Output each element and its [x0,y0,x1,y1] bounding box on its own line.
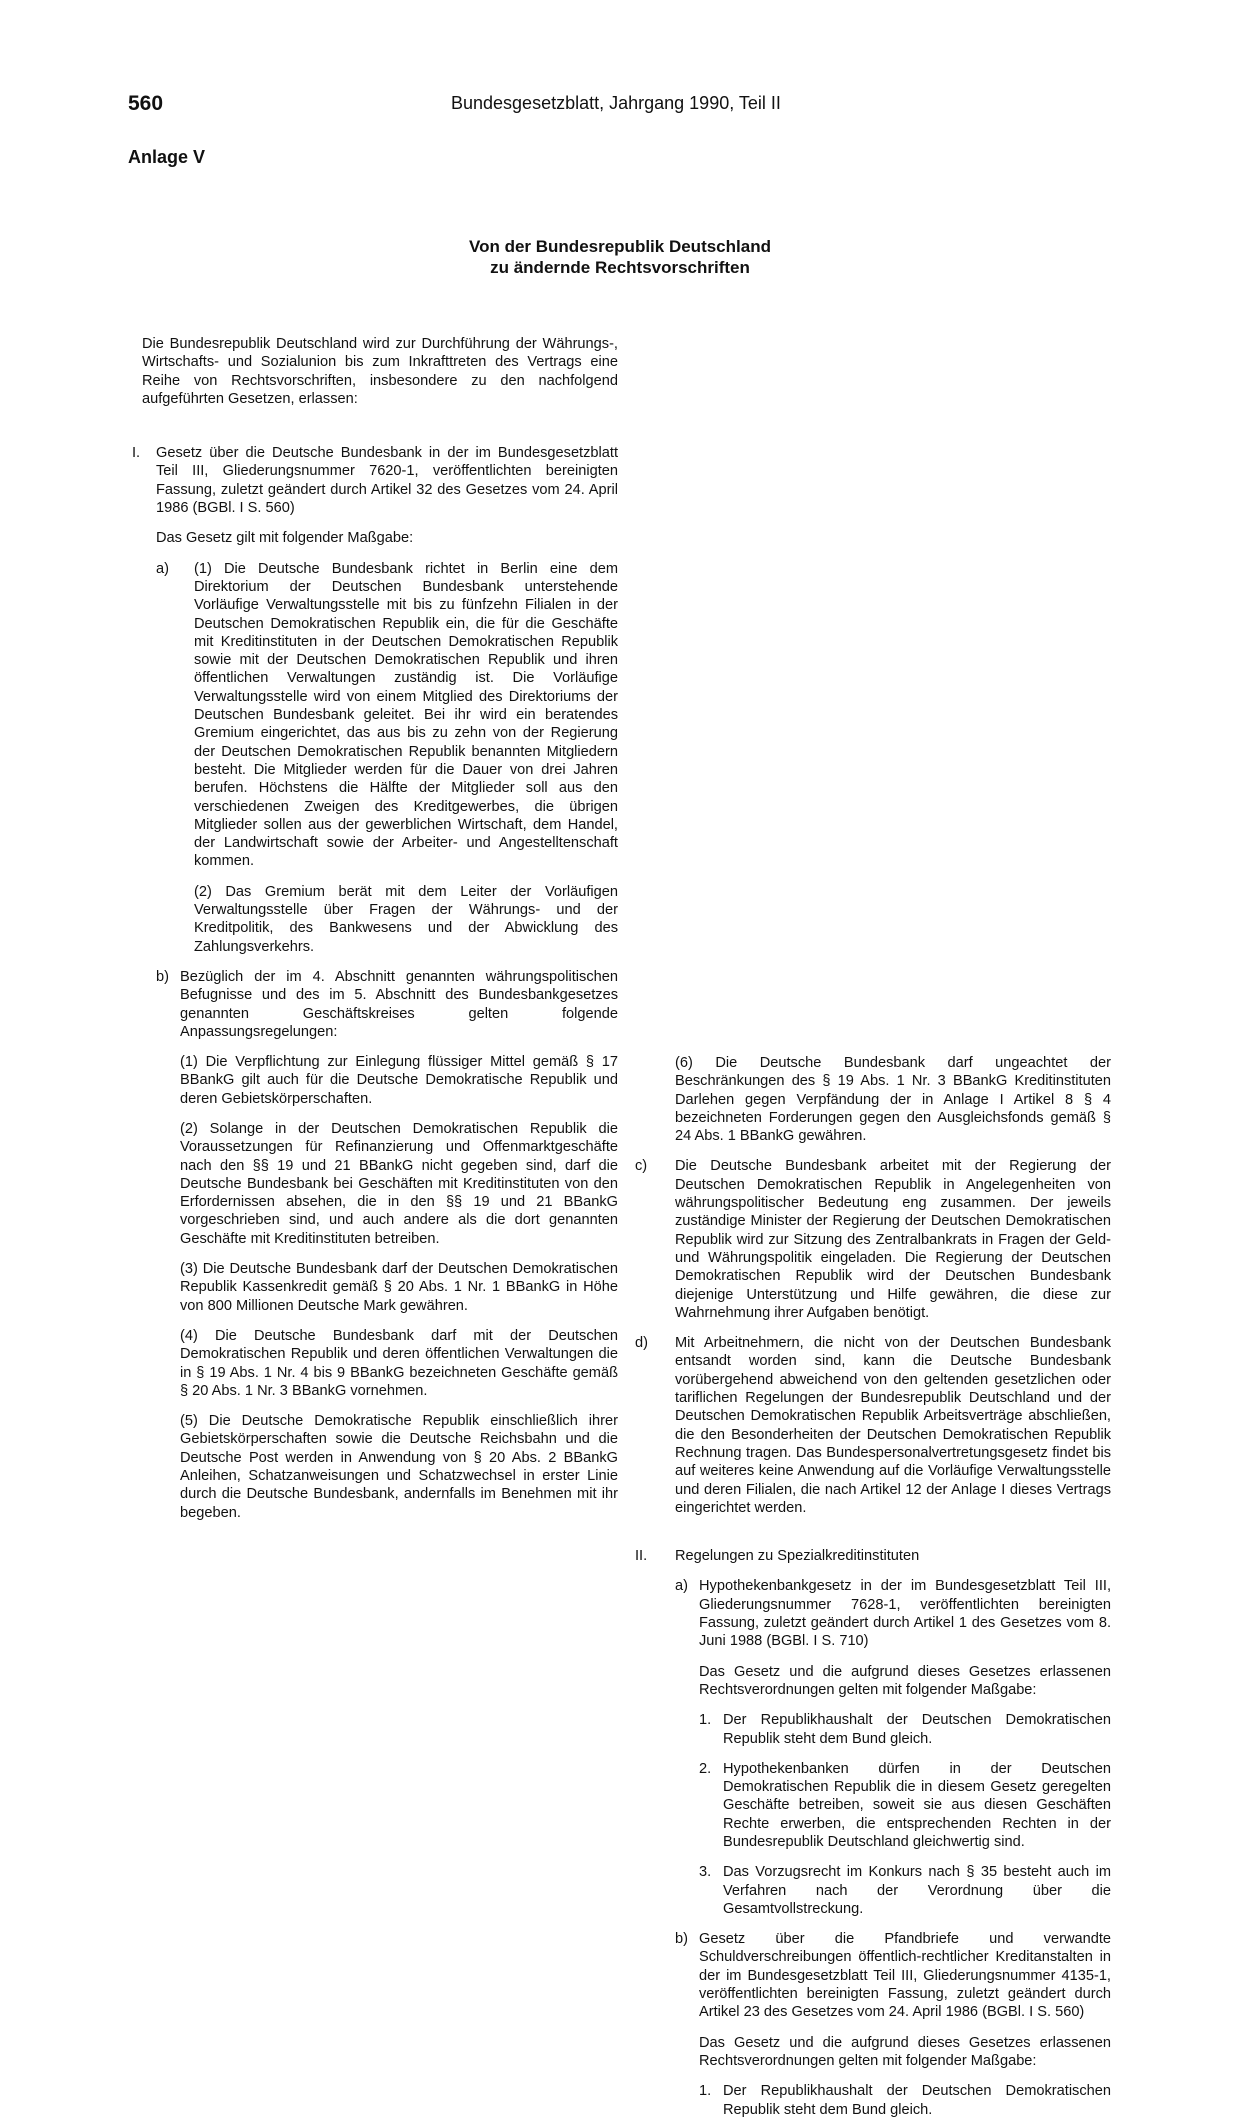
item-c-marker: c) [635,1158,648,1175]
s2-a-list-item-2 [699,1760,1111,1851]
section-1-title: Gesetz über die Deutsche Bundesbank in der im Bundesgesetzblatt Teil III, Gliederungsnummer 7620-1, veröffentlichten bereinigten Fassung, zuletzt geändert durch Artikel 32 des Gesetzes vom 24. April 1986 (BGBl. I S. 560) [156,445,618,517]
s2-item-b-title: Gesetz über die Pfandbriefe und verwandte Schuldverschreibungen öffentlich-rechtlicher Kreditanstalten in der im Bundesgesetzblatt Teil III, Gliederungsnummer 4135-1, veröffentlichten bereinigten Fassung, zuletzt geändert durch Artikel 23 des Gesetzes vom 24. April 1986 (BGBl. I S. 560) [699,1931,1111,2021]
list-number: 1. [699,1712,712,1729]
left-column [132,335,618,1522]
s2-item-a-title: Hypothekenbankgesetz in der im Bundesgesetzblatt Teil III, Gliederungsnummer 7628-1, veröffentlichten bereinigten Fassung, zuletzt geändert durch Artikel 1 des Gesetzes vom 8. Juni 1988 (BGBl. I S. 710) [699,1578,1111,1650]
item-a-para-2: (2) Das Gremium berät mit dem Leiter der Vorläufigen Verwaltungsstelle über Fragen der Währungs- und der Kreditpolitik, des Bankwesens und der Abwicklung des Zahlungsverkehrs. [194,883,618,955]
item-b-para-3: (3) Die Deutsche Bundesbank darf der Deutschen Demokratischen Republik Kassenkredit gemäß § 20 Abs. 1 Nr. 1 BBankG in Höhe von 800 Millionen Deutsche Mark gewähren. [180,1261,618,1314]
item-d-marker: d) [635,1335,648,1352]
list-number: 3. [699,1864,712,1881]
section-2 [635,1547,1111,2119]
item-b-para-5: (5) Die Deutsche Demokratische Republik einschließlich ihrer Gebietskörperschaften sowie die Deutsche Reichsbahn und die Deutsche Post werden in Anwendung von § 20 Abs. 2 BBankG Anleihen, Schatzanweisungen und Schatzwechsel in erster Linie durch die Deutsche Bundesbank, andernfalls im Benehmen mit ihr begeben. [180,1413,618,1521]
section-1-item-a [156,560,618,956]
section-1-marker: I. [132,445,141,462]
list-text: Der Republikhaushalt der Deutschen Demokratischen Republik steht dem Bund gleich. [723,1712,1111,1747]
section-2-item-b [675,1930,1111,2119]
document-title [320,236,920,278]
item-b-para-2: (2) Solange in der Deutschen Demokratischen Republik die Voraussetzungen für Refinanzierung und Offenmarktgeschäfte nach den §§ 19 und 21 BBankG nicht gegeben sind, darf die Deutsche Bundesbank bei Geschäften mit Kreditinstituten von den Erfordernissen absehen, die in den §§ 19 und 21 BBankG vorgeschrieben sind, und auch andere als die dort genannten Geschäfte mit Kreditinstituten betreiben. [180,1120,618,1247]
intro-paragraph: Die Bundesrepublik Deutschland wird zur Durchführung der Währungs-, Wirtschafts- und Sozialunion bis zum Inkrafttreten des Vertrags eine Reihe von Rechtsvorschriften, insbesondere zu den nachfolgend aufgeführten Gesetzen, erlassen: [142,336,618,407]
section-1 [132,444,618,1522]
title-line-1: Von der Bundesrepublik Deutschland [469,237,771,256]
s2-item-b-provision: Das Gesetz und die aufgrund dieses Gesetzes erlassenen Rechtsverordnungen gelten mit folgender Maßgabe: [699,2034,1111,2069]
item-a-para-1: (1) Die Deutsche Bundesbank richtet in Berlin eine dem Direktorium der Deutschen Bundesbank unterstehende Vorläufige Verwaltungsstelle mit bis zu fünfzehn Filialen in der Deutschen Demokratischen Republik ein, die für die Geschäfte mit Kreditinstituten in der Deutschen Demokratischen Republik sowie mit der Deutschen Demokratischen Republik und ihren öffentlichen Verwaltungen zuständig ist. Die Vorläufige Verwaltungsstelle wird von einem Mitglied des Direktoriums der Deutschen Bundesbank geleitet. Bei ihr wird ein beratendes Gremium eingerichtet, das aus bis zu zehn von der Regierung der Deutschen Demokratischen Republik benannten Mitgliedern besteht. Die Mitglieder werden für die Dauer von drei Jahren berufen. Höchstens die Hälfte der Mitglieder soll aus den verschiedenen Zweigen des Kreditgewerbes, die übrigen Mitglieder sollen aus der gewerblichen Wirtschaft, dem Handel, der Landwirtschaft sowie der Arbeiter- und Angestelltenschaft kommen. [194,560,618,870]
s2-item-b-marker: b) [675,1931,688,1948]
item-b-para-4: (4) Die Deutsche Bundesbank darf mit der Deutschen Demokratischen Republik und deren öffentlichen Verwaltungen die in § 19 Abs. 1 Nr. 4 bis 9 BBankG bezeichneten Geschäfte gemäß § 20 Abs. 1 Nr. 3 BBankG vornehmen. [180,1327,618,1399]
item-b-intro: Bezüglich der im 4. Abschnitt genannten währungspolitischen Befugnisse und des im 5. Abschnitt des Bundesbankgesetzes genannten Geschäftskreises gelten folgende Anpassungsregelungen: [180,968,618,1040]
annex-label: Anlage V [128,147,206,167]
list-text: Das Vorzugsrecht im Konkurs nach § 35 besteht auch im Verfahren nach der Verordnung über die Gesamtvollstreckung. [723,1864,1111,1917]
item-d-text: Mit Arbeitnehmern, die nicht von der Deutschen Bundesbank entsandt worden sind, kann die Deutsche Bundesbank vorübergehend abweichend von den geltenden gesetzlichen oder tariflichen Regelungen der Bundesrepublik Deutschland und der Deutschen Demokratischen Republik Arbeitsverträge abschließen, die den Besonderheiten der Deutschen Demokratischen Republik Rechnung tragen. Das Bundespersonalvertretungsgesetz findet bis auf weiteres keine Anwendung auf die Vorläufige Verwaltungsstelle und deren Filialen, die nach Artikel 12 der Anlage I dieses Vertrags eingerichtet werden. [675,1335,1111,1516]
section-1-provision: Das Gesetz gilt mit folgender Maßgabe: [156,530,414,547]
item-a-marker: a) [156,560,169,577]
item-b-para-1: (1) Die Verpflichtung zur Einlegung flüssiger Mittel gemäß § 17 BBankG gilt auch für die Deutsche Demokratische Republik und deren Gebietskörperschaften. [180,1054,618,1107]
title-line-2: zu ändernde Rechtsvorschriften [490,258,750,277]
page-number: 560 [128,92,164,115]
item-b-marker: b) [156,968,169,985]
item-c-text: Die Deutsche Bundesbank arbeitet mit der Regierung der Deutschen Demokratischen Republik in Angelegenheiten von währungspolitischer Bedeutung eng zusammen. Der jeweils zuständige Minister der Regierung der Deutschen Demokratischen Republik wird zur Sitzung des Zentralbankrats in Fragen der Geld- und Währungspolitik eingeladen. Die Regierung der Deutschen Demokratischen Republik wird der Deutschen Bundesbank diejenige Unterstützung und Hilfe gewähren, die diese zur Wahrnehmung ihrer Aufgaben benötigt. [675,1158,1111,1321]
right-column [635,1046,1111,2119]
list-number: 2. [699,1760,712,1777]
s2-a-list-item-3 [699,1863,1111,1918]
list-text: Der Republikhaushalt der Deutschen Demokratischen Republik steht dem Bund gleich. [723,2083,1111,2118]
s2-item-a-provision: Das Gesetz und die aufgrund dieses Gesetzes erlassenen Rechtsverordnungen gelten mit folgender Maßgabe: [699,1663,1111,1698]
s2-b-list-item-1 [699,2082,1111,2119]
section-2-item-a [675,1577,1111,1918]
item-b-para-6: (6) Die Deutsche Bundesbank darf ungeachtet der Beschränkungen des § 19 Abs. 1 Nr. 3 BBankG Kreditinstituten Darlehen gegen Verpfändung der in Anlage I Artikel 8 § 4 bezeichneten Forderungen gegen den Ausgleichsfonds gemäß § 24 Abs. 1 BBankG gewähren. [675,1055,1111,1145]
section-1-item-c [635,1157,1111,1322]
s2-item-a-marker: a) [675,1578,688,1595]
list-text: Hypothekenbanken dürfen in der Deutschen Demokratischen Republik die in diesem Gesetz geregelten Geschäfte betreiben, soweit sie aus diesen Geschäften Rechte erwerben, die entsprechenden Rechten in der Bundesrepublik Deutschland gleichwertig sind. [723,1760,1111,1850]
section-2-marker: II. [635,1548,648,1565]
running-title: Bundesgesetzblatt, Jahrgang 1990, Teil II [451,93,781,113]
section-2-heading: Regelungen zu Spezialkreditinstituten [675,1548,920,1565]
section-1-item-b [156,968,618,1522]
s2-a-list-item-1 [699,1711,1111,1748]
section-1-item-d [635,1334,1111,1517]
list-number: 1. [699,2083,712,2100]
